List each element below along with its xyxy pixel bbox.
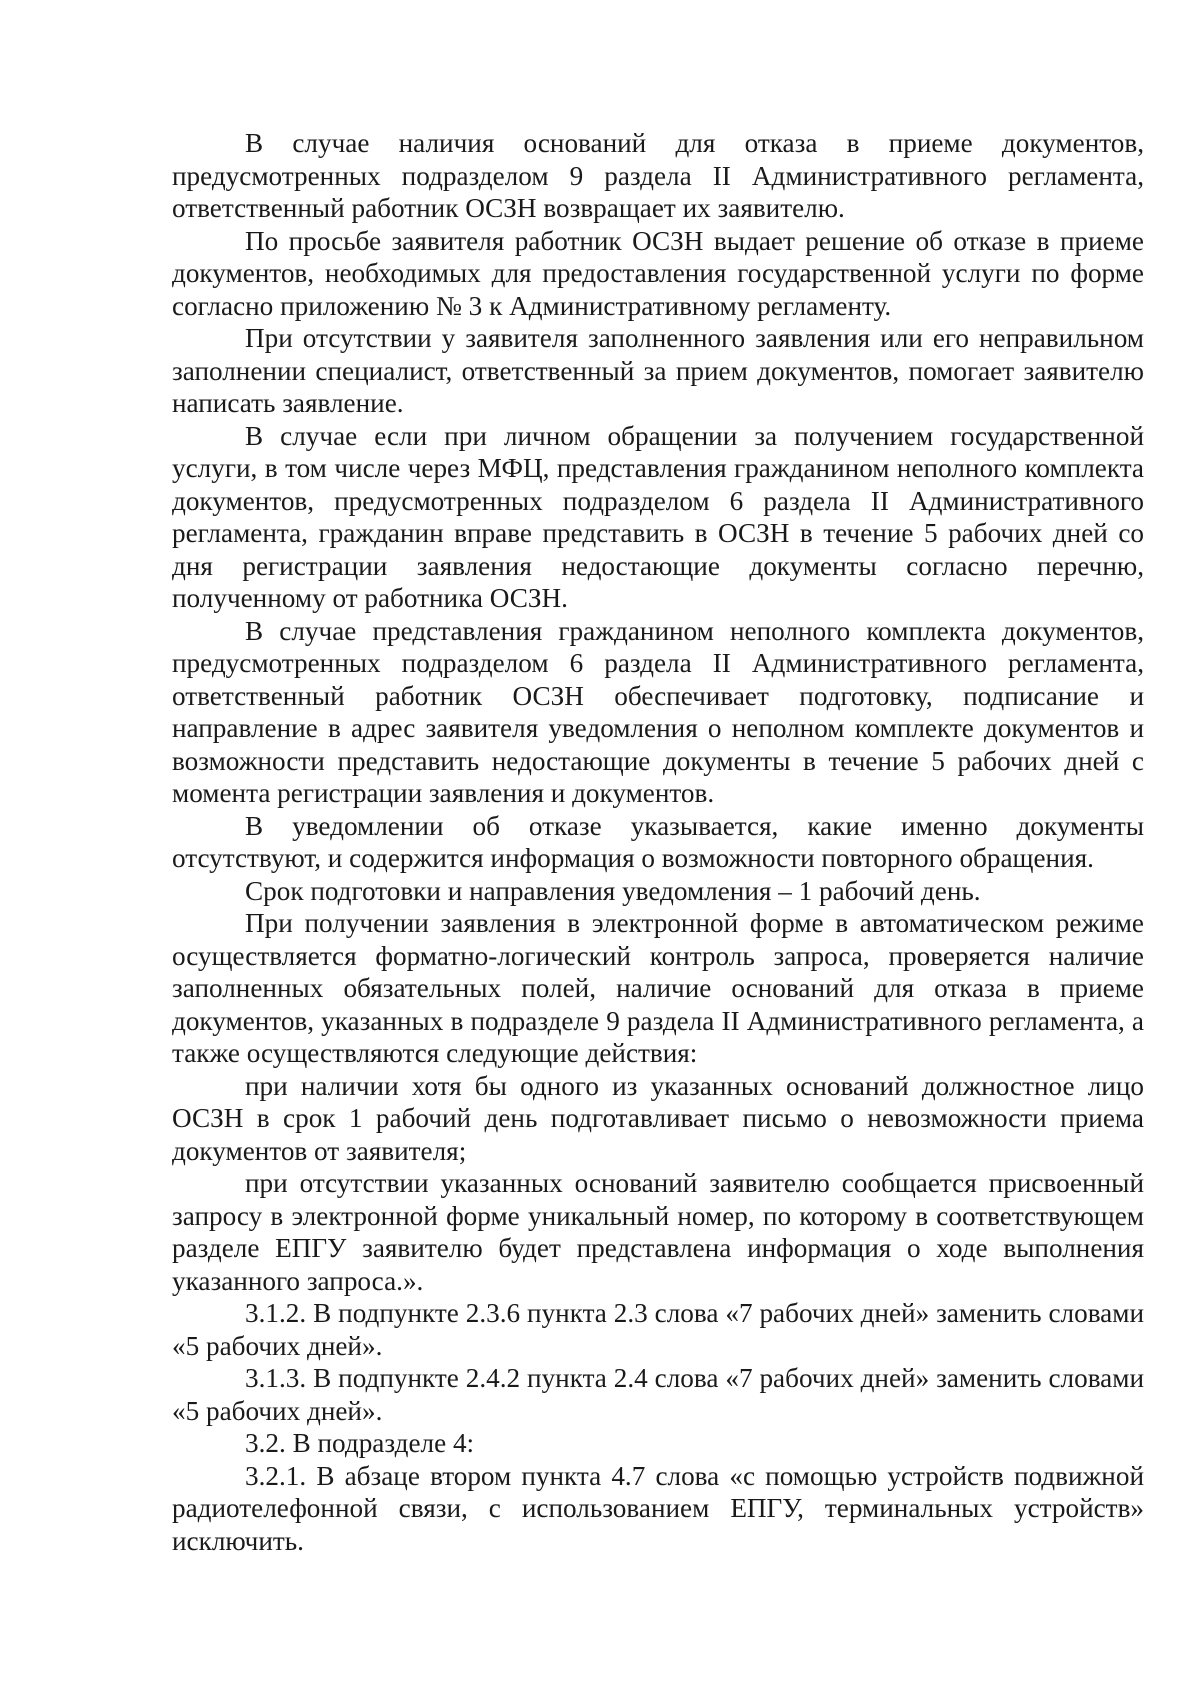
paragraph-grounds-present: при наличии хотя бы одного из указанных оснований должностное лицо ОСЗН в срок 1 рабочий день подготавливает письмо о невозможности приема документов от заявителя; [172, 1070, 1144, 1166]
paragraph-refusal-grounds: В случае наличия оснований для отказа в приеме документов, предусмотренных подразделом 9 раздела II Административного регламента, ответственный работник ОСЗН возвращает их заявителю. [172, 128, 1144, 223]
paragraph-grounds-absent: при отсутствии указанных оснований заявителю сообщается присвоенный запросу в электронной форме уникальный номер, по которому в соответствующем разделе ЕПГУ заявителю будет представлена информация о ходе выполнения указанного запроса.». [172, 1168, 1144, 1296]
paragraph-amendment-3-2: 3.2. В подразделе 4: [245, 1428, 475, 1458]
paragraph-application-help: При отсутствии у заявителя заполненного заявления или его неправильном заполнении специалист, ответственный за прием документов, помогает заявителю написать заявление. [172, 323, 1144, 418]
paragraph-amendment-3-1-3: 3.1.3. В подпункте 2.4.2 пункта 2.4 слова «7 рабочих дней» заменить словами «5 рабочих дней». [172, 1363, 1144, 1426]
paragraph-incomplete-notification: В случае представления гражданином неполного комплекта документов, предусмотренных подразделом 6 раздела II Административного регламента, ответственный работник ОСЗН обеспечивает подготовку, подписание и направление в адрес заявителя уведомления о неполном комплекте документов и возможности представить недостающие документы в течение 5 рабочих дней с момента регистрации заявления и документов. [172, 615, 1144, 808]
paragraph-refusal-decision: По просьбе заявителя работник ОСЗН выдает решение об отказе в приеме документов, необходимых для предоставления государственной услуги по форме согласно приложению № 3 к Административному регламенту. [172, 225, 1144, 321]
paragraph-amendment-3-2-1: 3.2.1. В абзаце втором пункта 4.7 слова «с помощью устройств подвижной радиотелефонной связи, с использованием ЕПГУ, терминальных устройств» исключить. [172, 1460, 1144, 1556]
paragraph-notice-deadline: Срок подготовки и направления уведомления – 1 рабочий день. [245, 875, 981, 906]
paragraph-electronic-form: При получении заявления в электронной форме в автоматическом режиме осуществляется форматно-логический контроль запроса, проверяется наличие заполненных обязательных полей, наличие оснований для отказа в приеме документов, указанных в подразделе 9 раздела II Административного регламента, а также осуществляются следующие действия: [172, 908, 1144, 1068]
paragraph-incomplete-personal: В случае если при личном обращении за получением государственной услуги, в том числе через МФЦ, представления гражданином неполного комплекта документов, предусмотренных подразделом 6 раздела II Административного регламента, гражданин вправе представить в ОСЗН в течение 5 рабочих дней со дня регистрации заявления недостающие документы согласно перечню, полученному от работника ОСЗН. [172, 420, 1144, 613]
document-body [172, 127, 1144, 1557]
paragraph-amendment-3-1-2: 3.1.2. В подпункте 2.3.6 пункта 2.3 слова «7 рабочих дней» заменить словами «5 рабочих дней». [172, 1298, 1144, 1361]
paragraph-refusal-notice: В уведомлении об отказе указывается, какие именно документы отсутствуют, и содержится информация о возможности повторного обращения. [172, 810, 1144, 873]
